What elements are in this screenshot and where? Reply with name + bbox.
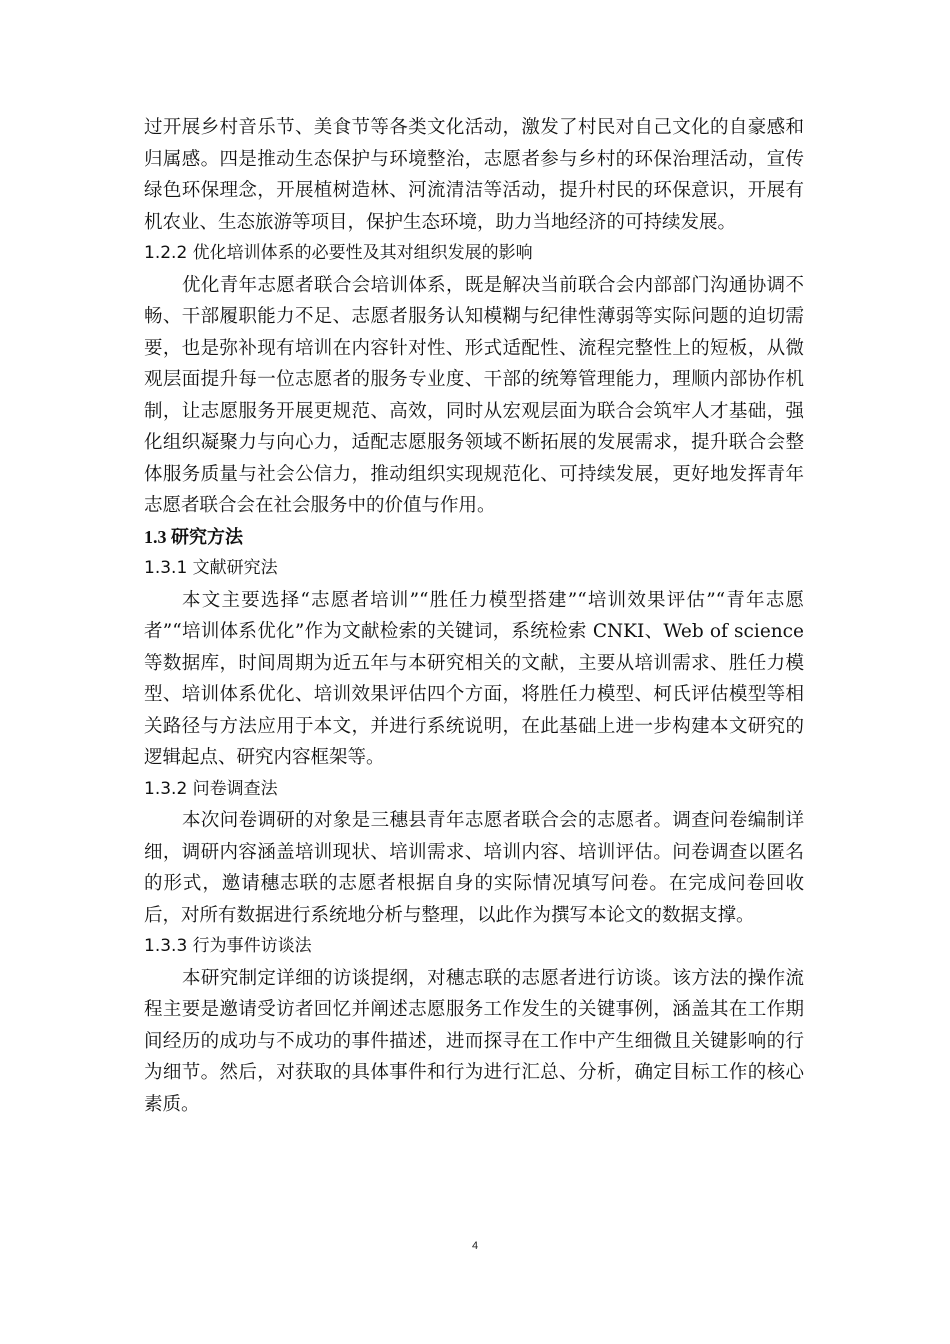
section-heading-1-3-2: 1.3.2 问卷调查法: [144, 778, 278, 799]
paragraph-1-3-2: 本次问卷调研的对象是三穗县青年志愿者联合会的志愿者。调查问卷编制详细，调研内容涵盖培训现状、培训需求、培训内容、培训评估。问卷调查以匿名的形式，邀请穗志联的志愿者根据自身的实际情况填写问卷。在完成问卷回收后，对所有数据进行系统地分析与整理，以此作为撰写本论文的数据支撑。: [144, 810, 804, 926]
section-heading-1-3-1: 1.3.1 文献研究法: [144, 558, 278, 578]
section-heading-1-2-2: 1.2.2 优化培训体系的必要性及其对组织发展的影响: [144, 243, 533, 263]
paragraph-1-2-2: 优化青年志愿者联合会培训体系，既是解决当前联合会内部部门沟通协调不畅、干部履职能力不足、志愿者服务认知模糊与纪律性薄弱等实际问题的迫切需要，也是弥补现有培训在内容针对性、形式适配性、流程完整性上的短板，从微观层面提升每一位志愿者的服务专业度、干部的统筹管理能力，理顺内部协作机制，让志愿服务开展更规范、高效，同时从宏观层面为联合会筑牢人才基础，强化组织凝聚力与向心力，适配志愿服务领域不断拓展的发展需求，提升联合会整体服务质量与社会公信力，推动组织实现规范化、可持续发展，更好地发挥青年志愿者联合会在社会服务中的价值与作用。: [144, 274, 804, 516]
paragraph-1-3-3: 本研究制定详细的访谈提纲，对穗志联的志愿者进行访谈。该方法的操作流程主要是邀请受访者回忆并阐述志愿服务工作发生的关键事例，涵盖其在工作期间经历的成功与不成功的事件描述，进而探寻在工作中产生细微且关键影响的行为细节。然后，对获取的具体事件和行为进行汇总、分析，确定目标工作的核心素质。: [144, 967, 804, 1115]
page-body: [144, 112, 804, 1120]
section-heading-1-3-3: 1.3.3 行为事件访谈法: [144, 936, 312, 956]
paragraph-1-3-1: 本文主要选择“志愿者培训”“胜任力模型搭建”“培训效果评估”“青年志愿者”“培训体系优化”作为文献检索的关键词，系统检索 CNKI、Web of science 等数据库，时间周期为近五年与本研究相关的文献，主要从培训需求、胜任力模型、培训体系优化、培训效果评估四个方面，将胜任力模型、柯氏评估模型等相关路径与方法应用于本文，并进行系统说明，在此基础上进一步构建本文研究的逻辑起点、研究内容框架等。: [144, 589, 804, 768]
continuation-paragraph: 过开展乡村音乐节、美食节等各类文化活动，激发了村民对自己文化的自豪感和归属感。四是推动生态保护与环境整治，志愿者参与乡村的环保治理活动，宣传绿色环保理念，开展植树造林、河流清洁等活动，提升村民的环保意识，开展有机农业、生态旅游等项目，保护生态环境，助力当地经济的可持续发展。: [144, 117, 804, 233]
page-number: 4: [471, 1240, 479, 1252]
section-heading-1-3: 1.3 研究方法: [144, 526, 243, 547]
